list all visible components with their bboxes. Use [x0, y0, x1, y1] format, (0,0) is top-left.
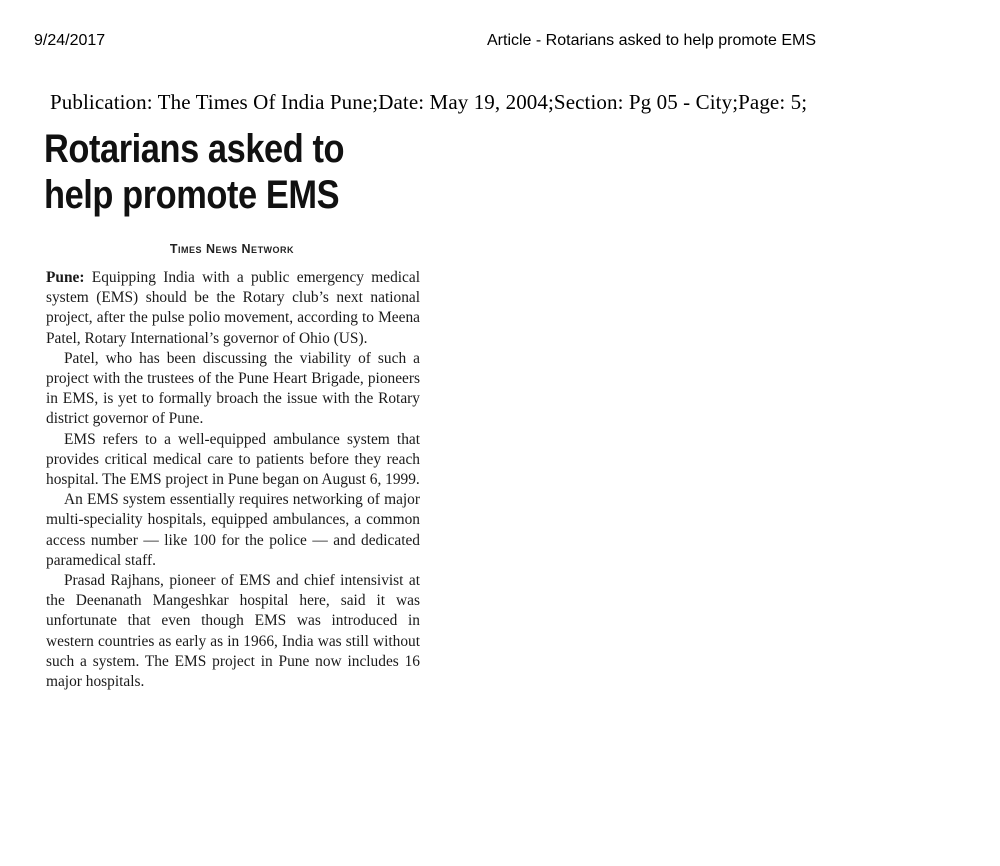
newspaper-clipping	[36, 118, 428, 828]
print-page-title: Article - Rotarians asked to help promote EMS	[487, 32, 817, 49]
article-dateline: Pune:	[46, 269, 85, 286]
headline-line-1: Rotarians asked to	[44, 127, 345, 171]
paragraph-text: Equipping India with a public emergency medical system (EMS) should be the Rotary club’s next national project, after the pulse polio movement, according to Meena Patel, Rotary International’s governor of Ohio (US).	[46, 269, 420, 347]
article-paragraph: EMS refers to a well-equipped ambulance system that provides critical medical care to patients before they reach hospital. The EMS project in Pune began on August 6, 1999.	[46, 430, 420, 489]
article-paragraph: Patel, who has been discussing the viability of such a project with the trustees of the Pune Heart Brigade, pioneers in EMS, is yet to formally broach the issue with the Rotary district governor of Pune.	[46, 349, 420, 428]
article-paragraph: Prasad Rajhans, pioneer of EMS and chief intensivist at the Deenanath Mangeshkar hospital here, said it was unfortunate that even though EMS was introduced in western countries as early as in 1966, India was still without such a system. The EMS project in Pune now includes 16 major hospitals.	[46, 572, 420, 691]
article-byline: Times News Network	[169, 242, 295, 256]
headline-line-2: help promote EMS	[44, 173, 340, 217]
article-paragraph	[46, 268, 420, 349]
publication-info: Publication: The Times Of India Pune;Date: May 19, 2004;Section: Pg 05 - City;Page: 5;	[50, 90, 808, 114]
article-body	[46, 268, 420, 692]
print-header	[34, 32, 970, 52]
article-headline	[44, 126, 371, 218]
article-paragraph: An EMS system essentially requires networking of major multi-speciality hospitals, equipped ambulances, a common access number — like 100 for the police — and dedicated paramedical staff.	[46, 491, 420, 569]
print-date: 9/24/2017	[34, 32, 106, 49]
